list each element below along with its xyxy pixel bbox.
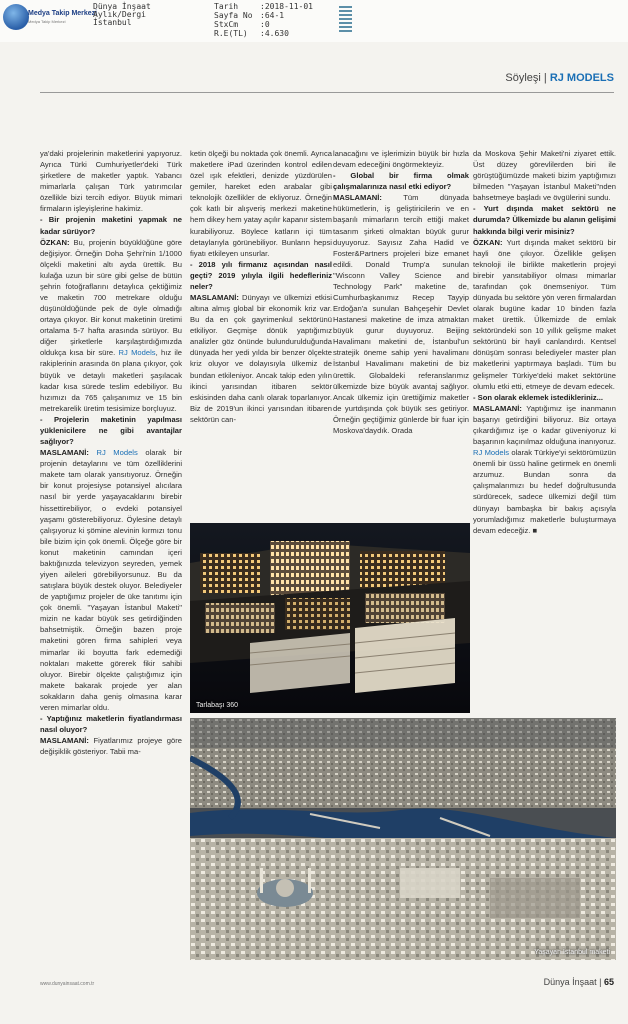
interview-question: - Son olarak eklemek istedikleriniz... <box>473 392 603 402</box>
meta-row-page: Sayfa No :64-1 <box>214 11 285 20</box>
interview-question: - Projelerin maketinin yapılması yüklenicilere ne gibi avantajlar sağlıyor? <box>40 414 182 447</box>
paragraph: MASLAMANİ: Tüm dünyada hükümetlerin, iş geliştiricilerin ve en başarılı mimarların tercih ettiği maket tasarım şirketi olmaktan büyük gurur duyuyoruz. Sayısız Zaha Hadid ve Foster&Partners projeleri bize emanet edildi. Donald Trump'a sunulan "Wisconn Valley Science and Technology Park" maketine de, Cumhurbaşkanımız Recep Tayyip Erdoğan'a sunulan Bahçeşehir Devlet Hastanesi maketine de imza atmaktan büyük gurur duyuyoruz. Beijing Havalimanı maketini de, İstanbul'un stratejik öneme sahip yeni havalimanı İstanbul Havalimanı maketini de biz ürettik. Globaldeki referanslarımız ülkemizde bize büyük avantaj sağlıyor. Ancak ülkemiz için ürettiğimiz maketler de yurtdışında çok büyük ses getiriyor. Örneğin geçtiğimiz günlerde bir fuar için Moskova'daydık. Orada <box>333 193 469 435</box>
paragraph: ya'daki projelerinin maketlerini yapıyoruz. Ayrıca Türki Cumhuriyetler'deki Türk şirketlere de maketler yaptık. Yabancı mimarlarla çalışan Türk yatırımcılar özellikle bizi tercih ediyor. Büyük mimari firmaların işleyişlerine hakimiz. <box>40 149 182 214</box>
photo-caption: Tarlabaşı 360 <box>196 702 239 709</box>
paragraph: MASLAMANİ: Dünyayı ve ülkemizi etkisi altına almış global bir ekonomik kriz var. Bu da en çok gayrimenkul sektörünü etkiliyor. Geçmişe dönük yaptığımız analizler göz önünde bulundurulduğunda dünyada her yedi yılda bir benzer ölçekte kriz oluyor ve dolayısıyla ülkemiz de bundan etkileniyor. Ancak takip eden yılın ikinci yarısından itibaren sektör eskisinden daha canlı olarak toparlanıyor. Biz de 2019'un ikinci yarısından itibaren sektörün can- <box>190 293 332 424</box>
logo-name: Medya Takip Merkezi <box>28 10 98 17</box>
meta-row-stxcm: StxCm :0 <box>214 20 270 29</box>
istanbul-model-illustration <box>190 718 616 960</box>
publication-city: İstanbul <box>93 18 132 27</box>
night-model-illustration <box>190 523 470 713</box>
media-tracking-logo-icon <box>3 4 29 30</box>
model-photo-istanbul <box>190 718 616 960</box>
paragraph: ÖZKAN: Yurt dışında maket sektörü bir hayli öne çıkıyor. Özellikle gelişen teknoloji ile birlikte maketlerin projeyi birebir yansıtabiliyor olması mimarlar tarafından çok önemseniyor. Tüm dünyada bu sektöre yön veren firmalardan olarak bugüne kadar 10 binden fazla maket ürettik. Ülkemizde de emlak sektöründeki son 10 yıllık gelişme maket sektörünü bir hayli canlandırdı. Kentsel dönüşüm sonrası belediyeler master plan maketlerini yaptırmaya başladı. Tüm bu gelişmeler Türkiye'deki maket sektörüne olumlu etki etti, etmeye de devam edecek. <box>473 237 616 391</box>
media-tracking-stamp <box>0 0 628 42</box>
article-column-1 <box>40 148 182 757</box>
paragraph: MASLAMANİ: RJ Models olarak bir projenin detaylarını ve tüm özelliklerini makete tam olarak yansıtıyoruz. Örneğin bir konut projesiyse potansiyel alıcılara nasıl bir yerde yaşayacaklarını birebir hissettirebiliyor, o evdeki potansiyel yaşamı gösterebiliyoruz. Öylesine detaylı çalışıyoruz ki şömine alevinin kırmızı tonu bile bizim için çok önemli. Ölçeğe göre bir konut maketinin camından içeri baktığınızda televizyon seyreden, yemek yiyen aileleri görebiliyorsunuz. Bu da satışlara büyük destek oluyor. Belediyeler de yaptığımız projeler de üke tanıtımı için çok önemli. "Yaşayan İstanbul Maketi" mizin ne kadar büyük ses getirdiğinden bahsetmiştik. Örneğin bazen proje maketini gören firma sahipleri veya mimarlar iki boyutta fark edemediği noktaları makette görerek fikir sahibi oluyor. Birebir ölçekte çalıştığımız için makete bakarak projede yer alan sokakların daha geniş olmasına karar veren mimarlar oldu. <box>40 448 182 712</box>
article-column-4 <box>473 148 616 536</box>
paragraph: MASLAMANİ: Fiyatlarımız projeye göre değişiklik gösteriyor. Tabii ma- <box>40 736 182 757</box>
interview-question: - Bir projenin maketini yapmak ne kadar sürüyor? <box>40 215 182 236</box>
footer-page-info: Dünya İnşaat | 65 <box>543 977 614 987</box>
model-photo-night <box>190 523 470 713</box>
paragraph: da Moskova Şehir Maketi'ni ziyaret ettik. Üst düzey görevlilerden biri ile görüştüğümüzde maketi bizim yaptığımızı bilmeden "Yaşayan İstanbul Maketi"nden bahsetmeye başladı ve övgülerini sundu. <box>473 149 616 203</box>
paragraph: lanacağını ve işlerimizin büyük bir hızla devam edeceğini öngörmekteyiz. <box>333 149 469 170</box>
section-divider <box>40 92 614 93</box>
paragraph: MASLAMANİ: Yaptığımız işe inanmanın başarıyı getirdiğini biliyoruz. Biz ortaya çıkardığımız işe o kadar güveniyoruz ki başarının kaçınılmaz olduğuna inanıyoruz. RJ Models olarak Türkiye'yi sektörümüzün önemli bir üssü haline getirmek en önemli arzumuz. Bundan sonra da çalışmalarımızı bu hedef doğrultusunda sürdürecek, sadece ülkemizi değil tüm dünyayı bambaşka bir bakış açısıyla yorumladığımız maketlerle buluşturmaya devam edeceğiz. ■ <box>473 403 616 535</box>
interview-question: - Yaptığınız maketlerin fiyatlandırması nasıl oluyor? <box>40 713 182 735</box>
interview-question: - Yurt dışında maket sektörü ne durumda? Ülkemizde bu alanın gelişimi hakkında bilgi verir misiniz? <box>473 204 616 236</box>
paragraph: ÖZKAN: Bu, projenin büyüklüğüne göre değişiyor. Örneğin Doha Şehri'nin 1/1000 ölçekli maketini altı ayda ürettik. Bu kulağa uzun bir süre gibi gelse de bütün şehrin fotoğraflarını detaylıca çektiğimiz ve maketin 700 metrekare olduğu düşünüldüğünde pek de öyle olmadığı ortaya çıkıyor. Bir konut maketinin üretimi ortalama 5-7 hafta arasında sürüyor. Bu diğer şirketlerle karşılaştırdığımızda oldukça kısa bir süre. RJ Models, hız ile rakiplerinin arasında ön plana çıkıyor, çok büyük ve detaylı maketleri şaşılacak kadar kısa sürede teslim edebiliyor. Bu hızımızı da 765 çalışanımız ve 15 bin metrekarelik üretim tesisimize borçluyuz. <box>40 237 182 413</box>
interview-question: - Global bir firma olmak çalışmalarınıza nasıl etki ediyor? <box>333 171 469 192</box>
paragraph: ketin ölçeği bu noktada çok önemli. Ayrıca maketlere iPad üzerinden kontrol edilen özel ışık efektleri, denizde yüzdürülen gemiler, hareket eden arabalar gibi teknolojik özellikler de ekliyoruz. Örneğin çok katlı bir alışveriş merkezi maketine hem dikey hem yatay açılır kapanır sistem kurabiliyoruz. Böylece katların içi tüm detaylarıyla görünebiliyor. Bunların hepsi fiyatı etkileyen unsurlar. <box>190 149 332 258</box>
page-number: 65 <box>603 977 614 987</box>
article-column-3 <box>333 148 469 436</box>
publication-name: Dünya İnşaat <box>93 2 151 11</box>
barcode-icon <box>339 6 352 34</box>
publication-frequency: Aylık/Dergi <box>93 10 146 19</box>
article-column-2 <box>190 148 332 425</box>
meta-row-date: Tarih :2018-11-01 <box>214 2 313 11</box>
photo-caption: Yaşayan İstanbul maketi <box>534 949 610 956</box>
meta-row-re: R.E(TL) :4.630 <box>214 29 289 38</box>
footer-website: www.dunyainsaat.com.tr <box>40 981 95 987</box>
logo-tagline: Medya Takip Merkezi <box>28 19 66 24</box>
clipping-meta <box>214 2 313 38</box>
interview-question: - 2018 yılı firmanız açısından nasıl geçti? 2019 yılıyla ilgili hedefleriniz neler? <box>190 259 332 291</box>
section-label: Söyleşi | RJ MODELS <box>505 72 614 84</box>
